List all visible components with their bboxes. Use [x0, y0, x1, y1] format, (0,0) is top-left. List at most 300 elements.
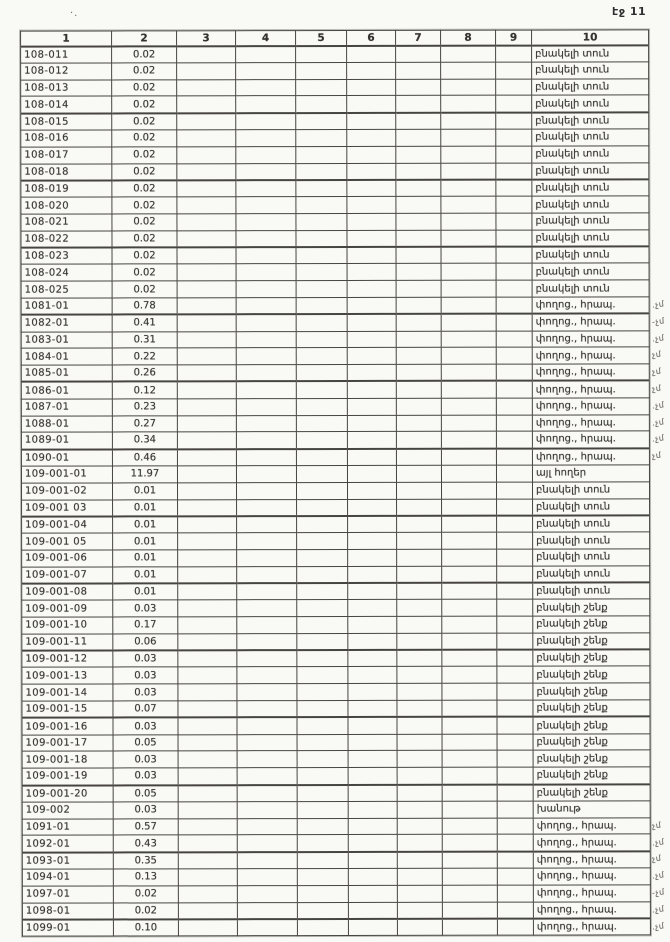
table-row — [21, 314, 649, 332]
land-use-cell: բնակելի տուն — [533, 498, 650, 515]
empty-cell — [397, 868, 442, 885]
empty-cell — [178, 919, 237, 936]
empty-cell — [397, 667, 442, 684]
parcel-code-cell: 1092-01 — [22, 835, 113, 852]
land-use-cell: բնակելի տուն — [532, 129, 649, 146]
empty-cell — [496, 62, 532, 79]
parcel-code-cell: 109-001-06 — [22, 550, 113, 567]
page-number-label: էջ 11 — [612, 5, 647, 18]
empty-cell — [297, 717, 348, 734]
empty-cell — [441, 129, 496, 146]
empty-cell — [442, 633, 497, 650]
empty-cell — [441, 431, 496, 448]
empty-cell — [347, 213, 396, 230]
column-header: 2 — [112, 31, 177, 46]
empty-cell — [396, 297, 441, 314]
empty-cell — [497, 717, 533, 734]
empty-cell — [178, 533, 237, 550]
parcel-code-cell: 109-001-12 — [22, 651, 113, 668]
empty-cell — [348, 717, 397, 734]
land-use-cell: բնակելի տուն — [533, 515, 650, 532]
table-row — [21, 179, 649, 197]
empty-cell — [496, 146, 532, 163]
table-row — [22, 599, 650, 617]
table-row — [21, 448, 649, 466]
margin-annotation: .չմ — [651, 920, 665, 932]
empty-cell — [397, 700, 442, 717]
empty-cell — [297, 734, 348, 751]
parcel-code-cell: 109-001 03 — [22, 499, 113, 516]
empty-cell — [296, 264, 347, 281]
empty-cell — [297, 818, 348, 835]
area-value-cell: 0.02 — [112, 130, 177, 147]
land-use-cell: բնակելի տուն — [532, 482, 649, 499]
empty-cell — [441, 96, 496, 113]
empty-cell — [177, 382, 236, 399]
land-use-cell: բնակելի տուն — [532, 95, 649, 112]
parcel-code-cell: 108-011 — [21, 46, 112, 63]
land-use-cell: բնակելի տուն — [532, 213, 649, 230]
empty-cell — [442, 868, 497, 885]
area-value-cell: 0.27 — [112, 415, 177, 432]
empty-cell — [237, 751, 297, 768]
parcel-code-cell: 108-023 — [21, 248, 112, 265]
empty-cell — [178, 634, 237, 651]
parcel-code-cell: 109-001-14 — [22, 684, 113, 701]
empty-cell — [236, 247, 296, 264]
area-value-cell: 0.02 — [112, 96, 177, 113]
empty-cell — [442, 717, 497, 734]
empty-cell — [178, 886, 237, 903]
empty-cell — [347, 146, 396, 163]
empty-cell — [442, 751, 497, 768]
table-row — [21, 398, 649, 416]
empty-cell — [348, 801, 397, 818]
empty-cell — [236, 432, 296, 449]
land-use-cell: բնակելի տուն — [532, 112, 649, 129]
empty-cell — [397, 801, 442, 818]
table-row — [21, 95, 649, 113]
header-row — [21, 30, 649, 46]
empty-cell — [442, 835, 497, 852]
empty-cell — [296, 96, 347, 113]
parcel-code-cell: 109-001-17 — [22, 735, 113, 752]
empty-cell — [178, 835, 237, 852]
empty-cell — [496, 79, 532, 96]
empty-cell — [396, 96, 441, 113]
area-value-cell: 0.03 — [113, 667, 178, 684]
empty-cell — [237, 785, 297, 802]
empty-cell — [396, 482, 441, 499]
table-row — [22, 515, 650, 533]
empty-cell — [177, 264, 236, 281]
parcel-code-cell: 1081-01 — [21, 298, 112, 315]
empty-cell — [297, 768, 348, 785]
empty-cell — [348, 499, 397, 516]
empty-cell — [236, 449, 296, 466]
empty-cell — [496, 213, 532, 230]
empty-cell — [348, 650, 397, 667]
empty-cell — [237, 869, 297, 886]
table-row — [21, 482, 649, 500]
empty-cell — [237, 633, 297, 650]
margin-annotation: -չմ — [651, 887, 666, 898]
empty-cell — [236, 281, 296, 298]
parcel-code-cell: 109-001-16 — [22, 718, 113, 735]
empty-cell — [397, 751, 442, 768]
empty-cell — [296, 197, 347, 214]
land-use-cell: բնակելի տուն — [532, 162, 649, 179]
parcel-code-cell: 1087-01 — [21, 399, 112, 416]
empty-cell — [347, 297, 396, 314]
area-value-cell: 0.02 — [112, 281, 177, 298]
empty-cell — [178, 718, 237, 735]
table-row — [22, 498, 650, 516]
empty-cell — [348, 684, 397, 701]
empty-cell — [347, 180, 396, 197]
empty-cell — [496, 45, 532, 62]
land-use-cell: խանութ — [533, 801, 650, 818]
parcel-code-cell: 1090-01 — [21, 449, 112, 466]
parcel-code-cell: 1089-01 — [21, 432, 112, 449]
empty-cell — [347, 381, 396, 398]
empty-cell — [496, 465, 532, 482]
empty-cell — [396, 348, 441, 365]
empty-cell — [396, 381, 441, 398]
table-row — [22, 666, 650, 684]
empty-cell — [296, 281, 347, 298]
parcel-code-cell: 108-012 — [21, 63, 112, 80]
empty-cell — [441, 62, 496, 79]
empty-cell — [496, 448, 532, 465]
parcel-code-cell: 109-001 05 — [22, 533, 113, 550]
empty-cell — [348, 818, 397, 835]
empty-cell — [348, 852, 397, 869]
table-row — [21, 230, 649, 248]
empty-cell — [442, 650, 497, 667]
area-value-cell: 0.02 — [112, 163, 177, 180]
empty-cell — [396, 398, 441, 415]
empty-cell — [178, 566, 237, 583]
empty-cell — [397, 616, 442, 633]
empty-cell — [347, 365, 396, 382]
area-value-cell: 0.13 — [113, 869, 178, 886]
empty-cell — [297, 549, 348, 566]
empty-cell — [178, 499, 237, 516]
empty-cell — [237, 533, 297, 550]
table-row — [21, 347, 649, 365]
land-use-cell: փողոց., հրապ. — [533, 868, 650, 885]
parcel-code-cell: 1084-01 — [21, 348, 112, 365]
empty-cell — [177, 230, 236, 247]
empty-cell — [236, 214, 296, 231]
area-value-cell: 0.06 — [113, 634, 178, 651]
land-use-cell: փողոց., հրապ. — [533, 834, 650, 851]
empty-cell — [347, 398, 396, 415]
empty-cell — [177, 449, 236, 466]
land-use-cell: բնակելի տուն — [532, 62, 649, 79]
area-value-cell: 0.02 — [112, 147, 177, 164]
empty-cell — [348, 566, 397, 583]
empty-cell — [441, 348, 496, 365]
empty-cell — [237, 852, 297, 869]
parcel-code-cell: 1088-01 — [21, 415, 112, 432]
empty-cell — [348, 633, 397, 650]
empty-cell — [178, 684, 237, 701]
empty-cell — [296, 213, 347, 230]
empty-cell — [236, 382, 296, 399]
column-header: 10 — [532, 30, 649, 45]
table-row — [22, 801, 650, 819]
empty-cell — [397, 600, 442, 617]
empty-cell — [496, 263, 532, 280]
empty-cell — [442, 499, 497, 516]
margin-annotation: .չմ — [651, 400, 665, 411]
empty-cell — [396, 230, 441, 247]
table-row — [22, 750, 650, 768]
empty-cell — [496, 364, 532, 381]
empty-cell — [497, 683, 533, 700]
empty-cell — [348, 902, 397, 919]
empty-cell — [178, 516, 237, 533]
land-use-cell: փողոց., հրապ. — [532, 347, 649, 364]
empty-cell — [347, 331, 396, 348]
area-value-cell: 0.34 — [112, 432, 177, 449]
empty-cell — [236, 96, 296, 113]
empty-cell — [297, 902, 348, 919]
empty-cell — [296, 129, 347, 146]
land-use-cell: փողոց., հրապ. — [532, 448, 649, 465]
empty-cell — [441, 331, 496, 348]
parcel-code-cell: 108-020 — [21, 197, 112, 214]
empty-cell — [348, 600, 397, 617]
empty-cell — [396, 45, 441, 62]
area-value-cell: 0.03 — [113, 718, 178, 735]
empty-cell — [237, 516, 297, 533]
table-row — [22, 683, 650, 701]
land-use-cell: բնակելի շենք — [533, 750, 650, 767]
empty-cell — [496, 196, 532, 213]
empty-cell — [296, 482, 347, 499]
table-row — [22, 566, 650, 584]
area-value-cell: 0.46 — [112, 449, 177, 466]
table-row — [21, 431, 649, 449]
parcel-code-cell: 109-001-08 — [22, 583, 113, 600]
empty-cell — [442, 583, 497, 600]
parcel-code-cell: 109-001-11 — [22, 634, 113, 651]
table-row — [21, 381, 649, 399]
empty-cell — [496, 381, 532, 398]
empty-cell — [236, 230, 296, 247]
empty-cell — [178, 785, 237, 802]
empty-cell — [296, 79, 347, 96]
empty-cell — [177, 46, 236, 63]
cadastre-table — [20, 29, 651, 937]
land-use-cell: փողոց., հրապ. — [532, 297, 649, 314]
empty-cell — [347, 45, 396, 62]
area-value-cell: 0.43 — [113, 835, 178, 852]
empty-cell — [396, 79, 441, 96]
empty-cell — [296, 314, 347, 331]
empty-cell — [442, 700, 497, 717]
land-use-cell: փողոց., հրապ. — [532, 431, 649, 448]
empty-cell — [178, 802, 237, 819]
empty-cell — [441, 448, 496, 465]
empty-cell — [348, 549, 397, 566]
empty-cell — [497, 667, 533, 684]
empty-cell — [397, 835, 442, 852]
empty-cell — [348, 734, 397, 751]
empty-cell — [348, 868, 397, 885]
empty-cell — [178, 734, 237, 751]
empty-cell — [441, 163, 496, 180]
table-row — [22, 734, 650, 752]
empty-cell — [297, 533, 348, 550]
area-value-cell: 0.12 — [112, 382, 177, 399]
empty-cell — [297, 566, 348, 583]
parcel-code-cell: 108-014 — [21, 96, 112, 113]
parcel-code-cell: 1085-01 — [21, 365, 112, 382]
empty-cell — [177, 146, 236, 163]
empty-cell — [496, 112, 532, 129]
land-use-cell: բնակելի տուն — [532, 45, 649, 62]
empty-cell — [237, 684, 297, 701]
table-row — [21, 162, 649, 180]
empty-cell — [296, 113, 347, 130]
margin-annotation: չմ — [651, 853, 662, 864]
empty-cell — [178, 617, 237, 634]
empty-cell — [396, 415, 441, 432]
empty-cell — [441, 314, 496, 331]
empty-cell — [347, 96, 396, 113]
land-use-cell: փողոց., հրապ. — [532, 364, 649, 381]
table-row — [21, 112, 649, 130]
margin-annotation: .չմ — [651, 332, 665, 344]
empty-cell — [177, 247, 236, 264]
column-header: 7 — [396, 30, 441, 45]
table-row — [21, 196, 649, 214]
area-value-cell: 0.03 — [113, 600, 178, 617]
table-row — [21, 330, 649, 348]
empty-cell — [497, 650, 533, 667]
area-value-cell: 0.03 — [113, 802, 178, 819]
empty-cell — [442, 885, 497, 902]
empty-cell — [177, 466, 236, 483]
empty-cell — [496, 230, 532, 247]
empty-cell — [347, 432, 396, 449]
table-row — [21, 465, 649, 483]
empty-cell — [177, 281, 236, 298]
empty-cell — [496, 129, 532, 146]
land-use-cell: բնակելի տուն — [533, 532, 650, 549]
column-header: 8 — [441, 30, 496, 45]
empty-cell — [296, 163, 347, 180]
parcel-code-cell: 1086-01 — [21, 382, 112, 399]
empty-cell — [497, 885, 533, 902]
table-row — [22, 851, 650, 869]
table-row — [22, 885, 650, 903]
parcel-code-cell: 109-001-10 — [22, 617, 113, 634]
table-row — [22, 532, 650, 550]
area-value-cell: 0.07 — [113, 701, 178, 718]
column-header: 9 — [496, 30, 532, 45]
empty-cell — [397, 768, 442, 785]
land-use-cell: փողոց., հրապ. — [533, 885, 650, 902]
empty-cell — [397, 532, 442, 549]
empty-cell — [441, 465, 496, 482]
parcel-code-cell: 109-001-13 — [22, 667, 113, 684]
empty-cell — [442, 566, 497, 583]
land-use-cell: փողոց., հրապ. — [532, 330, 649, 347]
area-value-cell: 0.01 — [113, 533, 178, 550]
table-row — [21, 62, 649, 80]
empty-cell — [396, 62, 441, 79]
empty-cell — [177, 63, 236, 80]
empty-cell — [237, 768, 297, 785]
empty-cell — [441, 297, 496, 314]
parcel-code-cell: 108-015 — [21, 113, 112, 130]
empty-cell — [177, 314, 236, 331]
parcel-code-cell: 108-024 — [21, 264, 112, 281]
table-row — [22, 582, 650, 600]
parcel-code-cell: 1099-01 — [22, 919, 113, 936]
parcel-code-cell: 108-018 — [21, 164, 112, 181]
empty-cell — [236, 365, 296, 382]
table-body — [21, 45, 651, 937]
empty-cell — [347, 482, 396, 499]
area-value-cell: 0.02 — [112, 231, 177, 248]
land-use-cell: բնակելի շենք — [533, 700, 650, 717]
empty-cell — [296, 62, 347, 79]
land-use-cell: փողոց., հրապ. — [532, 398, 649, 415]
empty-cell — [347, 113, 396, 130]
empty-cell — [496, 431, 532, 448]
column-header: 3 — [177, 31, 236, 46]
empty-cell — [236, 79, 296, 96]
table-row — [22, 700, 650, 718]
empty-cell — [497, 835, 533, 852]
empty-cell — [296, 331, 347, 348]
empty-cell — [237, 701, 297, 718]
empty-cell — [496, 314, 532, 331]
empty-cell — [178, 751, 237, 768]
land-use-cell: բնակելի տուն — [532, 263, 649, 280]
empty-cell — [347, 79, 396, 96]
empty-cell — [178, 600, 237, 617]
area-value-cell: 11.97 — [112, 466, 177, 483]
empty-cell — [397, 583, 442, 600]
margin-annotation: չմ — [651, 349, 662, 360]
empty-cell — [442, 667, 497, 684]
empty-cell — [496, 398, 532, 415]
parcel-code-cell: 108-022 — [21, 231, 112, 248]
empty-cell — [237, 650, 297, 667]
parcel-code-cell: 1082-01 — [21, 315, 112, 332]
empty-cell — [497, 818, 533, 835]
land-use-cell: փողոց., հրապ. — [533, 817, 650, 834]
area-value-cell: 0.23 — [112, 399, 177, 416]
empty-cell — [296, 146, 347, 163]
parcel-code-cell: 1098-01 — [22, 903, 113, 920]
empty-cell — [236, 348, 296, 365]
empty-cell — [237, 717, 297, 734]
parcel-code-cell: 108-017 — [21, 147, 112, 164]
empty-cell — [177, 398, 236, 415]
empty-cell — [497, 599, 533, 616]
table-row — [22, 633, 650, 651]
parcel-code-cell: 1097-01 — [22, 886, 113, 903]
empty-cell — [236, 130, 296, 147]
